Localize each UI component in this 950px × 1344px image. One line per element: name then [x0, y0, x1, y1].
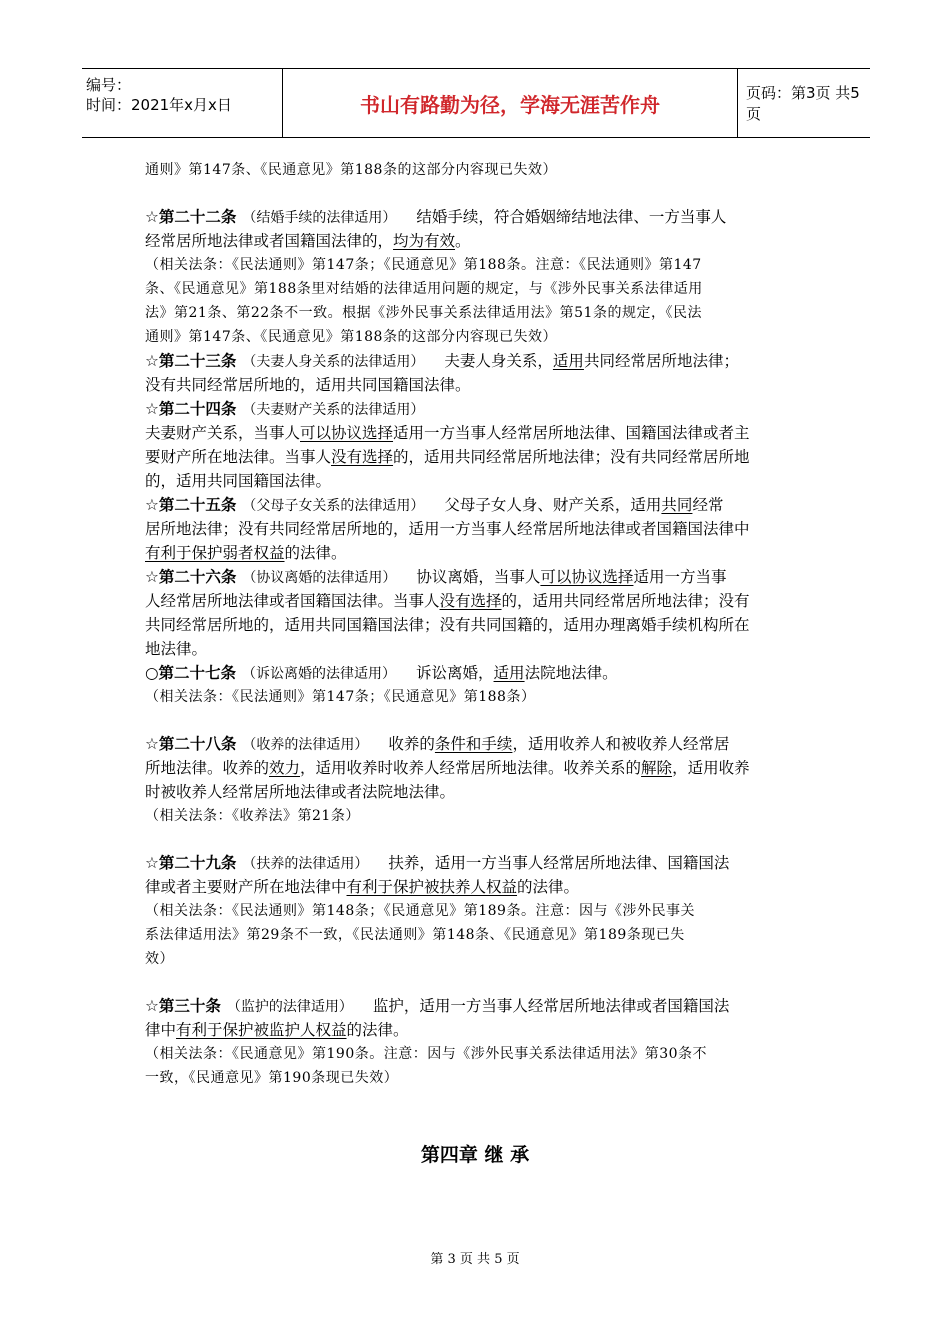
text-segment: 共同经常居所地法律； — [583, 352, 739, 370]
paragraph-spacer — [145, 971, 810, 994]
article-heading-line — [145, 565, 810, 589]
paragraph-spacer — [145, 828, 810, 851]
text-segment: 适用一方当事人经常居所地法律、国籍国法律或者主 — [393, 424, 750, 442]
text-segment: 夫妻人身关系， — [444, 352, 553, 370]
article-subject: （父母子女关系的法律适用） — [242, 498, 425, 514]
article-number: ☆第二十二条 — [145, 208, 237, 226]
article-heading-line — [145, 397, 810, 421]
header-page-number: 页码：第3页 共5页 — [746, 84, 860, 123]
article-heading-line — [145, 349, 810, 373]
text-segment: 协议离婚，当事人 — [416, 568, 541, 586]
text-segment: 法院地法律。 — [524, 664, 618, 682]
body-text-line — [145, 780, 810, 804]
article-heading-line — [145, 851, 810, 875]
text-segment: 所地法律。收养的 — [145, 759, 270, 777]
text-segment: 夫妻财产关系，当事人 — [145, 424, 301, 442]
body-text-line — [145, 613, 810, 637]
reference-note-line: 通则》第147条、《民通意见》第188条的这部分内容现已失效） — [145, 329, 557, 345]
article-number: ☆第三十条 — [145, 997, 221, 1015]
body-text-line — [145, 1018, 810, 1042]
reference-note-line: （相关法条：《民法通则》第147条；《民通意见》第188条） — [145, 689, 536, 705]
document-date: 时间：2021年x月x日 — [86, 96, 232, 114]
article-subject: （收养的法律适用） — [242, 737, 369, 753]
article-number: ☆第二十三条 — [145, 352, 237, 370]
emphasized-text: 适用 — [493, 664, 525, 682]
article-subject: （协议离婚的法律适用） — [242, 570, 397, 586]
body-text-line — [145, 373, 810, 397]
body-text-line — [145, 229, 810, 253]
article-number: ☆第二十九条 — [145, 854, 237, 872]
text-segment: 的，适用共同国籍国法律。 — [145, 472, 332, 490]
text-segment: 扶养，适用一方当事人经常居所地法律、国籍国法 — [388, 854, 730, 872]
body-text-line — [145, 469, 810, 493]
emphasized-text: 有利于保护被监护人权益 — [176, 1021, 347, 1039]
article-number: ☆第二十五条 — [145, 496, 237, 514]
text-segment: 经常 — [692, 496, 724, 514]
header-meta — [82, 69, 282, 137]
text-segment: 共同经常居所地的，适用共同国籍国法律；没有共同国籍的，适用办理离婚手续机构所在 — [145, 616, 750, 634]
text-segment: 的法律。 — [346, 1021, 409, 1039]
emphasized-text: 均为有效 — [393, 232, 456, 250]
reference-note-line: 通则》第147条、《民通意见》第188条的这部分内容现已失效） — [145, 162, 557, 178]
reference-note-line: （相关法条：《民通意见》第190条。注意：因与《涉外民事关系法律适用法》第30条不 — [145, 1046, 708, 1062]
text-segment: 的法律。 — [284, 544, 347, 562]
body-text-line — [145, 421, 810, 445]
text-segment: 地法律。 — [145, 640, 208, 658]
article-number: ☆第二十八条 — [145, 735, 237, 753]
reference-note-line: 条、《民通意见》第188条里对结婚的法律适用问题的规定，与《涉外民事关系法律适用 — [145, 281, 703, 297]
body-text-line — [145, 637, 810, 661]
text-segment: 没有共同经常居所地的，适用共同国籍国法律。 — [145, 376, 471, 394]
page-header — [82, 68, 870, 138]
emphasized-text: 可以协议选择 — [300, 424, 394, 442]
text-segment: 结婚手续，符合婚姻缔结地法律、一方当事人 — [416, 208, 727, 226]
text-segment: 律或者主要财产所在地法律中 — [145, 878, 347, 896]
article-number: ○第二十七条 — [145, 664, 237, 682]
text-segment: 父母子女人身、财产关系，适用 — [444, 496, 662, 514]
reference-note-line: 系法律适用法》第29条不一致，《民法通则》第148条、《民通意见》第189条现已失 — [145, 927, 685, 943]
article-subject: （诉讼离婚的法律适用） — [242, 666, 397, 682]
article-subject: （夫妻人身关系的法律适用） — [242, 354, 425, 370]
emphasized-text: 适用 — [552, 352, 584, 370]
text-segment: 收养的 — [388, 735, 435, 753]
text-segment: 诉讼离婚， — [416, 664, 494, 682]
paragraph-spacer — [145, 709, 810, 732]
reference-note-line: （相关法条：《民法通则》第148条；《民通意见》第189条。注意：因与《涉外民事关 — [145, 903, 695, 919]
body-text-line — [145, 517, 810, 541]
reference-note-line: （相关法条：《民法通则》第147条；《民通意见》第188条。注意：《民法通则》第147 — [145, 257, 702, 273]
text-segment: ，适用收养 — [672, 759, 750, 777]
reference-note-line: 效） — [145, 951, 174, 967]
emphasized-text: 没有选择 — [439, 592, 502, 610]
article-heading-line — [145, 205, 810, 229]
text-segment: 人经常居所地法律或者国籍国法律。当事人 — [145, 592, 440, 610]
emphasized-text: 有利于保护弱者权益 — [145, 544, 285, 562]
reference-note-line: 法》第21条、第22条不一致。根据《涉外民事关系法律适用法》第51条的规定，《民法 — [145, 305, 702, 321]
text-segment: ，适用收养时收养人经常居所地法律。收养关系的 — [300, 759, 642, 777]
article-heading-line — [145, 661, 810, 685]
emphasized-text: 条件和手续 — [434, 735, 513, 753]
reference-note-line: 一致，《民通意见》第190条现已失效） — [145, 1070, 399, 1086]
body-text-line — [145, 589, 810, 613]
article-subject: （扶养的法律适用） — [242, 856, 369, 872]
document-body — [145, 158, 810, 1090]
text-segment: 适用一方当事 — [633, 568, 727, 586]
text-segment: ，适用收养人和被收养人经常居 — [512, 735, 730, 753]
emphasized-text: 有利于保护被扶养人权益 — [346, 878, 518, 896]
emphasized-text: 共同 — [661, 496, 693, 514]
emphasized-text: 可以协议选择 — [540, 568, 634, 586]
page-footer: 第 3 页 共 5 页 — [430, 1252, 520, 1267]
text-segment: 的，适用共同经常居所地法律；没有 — [501, 592, 750, 610]
emphasized-text: 效力 — [269, 759, 301, 777]
article-number: ☆第二十六条 — [145, 568, 237, 586]
text-segment: 居所地法律；没有共同经常居所地的，适用一方当事人经常居所地法律或者国籍国法律中 — [145, 520, 750, 538]
emphasized-text: 解除 — [641, 759, 673, 777]
reference-note-line: （相关法条：《收养法》第21条） — [145, 808, 360, 824]
body-text-line — [145, 541, 810, 565]
article-heading-line — [145, 732, 810, 756]
paragraph-spacer — [145, 182, 810, 205]
article-number: ☆第二十四条 — [145, 400, 237, 418]
article-heading-line — [145, 994, 810, 1018]
text-segment: 时被收养人经常居所地法律或者法院地法律。 — [145, 783, 456, 801]
body-text-line — [145, 445, 810, 469]
article-heading-line — [145, 493, 810, 517]
article-subject: （夫妻财产关系的法律适用） — [242, 402, 425, 418]
text-segment: 经常居所地法律或者国籍国法律的， — [145, 232, 394, 250]
emphasized-text: 没有选择 — [331, 448, 394, 466]
text-segment: 律中 — [145, 1021, 177, 1039]
text-segment: 的法律。 — [517, 878, 580, 896]
article-subject: （结婚手续的法律适用） — [242, 210, 397, 226]
article-subject: （监护的法律适用） — [226, 999, 353, 1015]
text-segment: 的，适用共同经常居所地法律；没有共同经常居所地 — [393, 448, 750, 466]
body-text-line — [145, 756, 810, 780]
text-segment: 监护，适用一方当事人经常居所地法律或者国籍国法 — [372, 997, 730, 1015]
chapter-heading: 第四章 继 承 — [420, 1144, 530, 1166]
body-text-line — [145, 875, 810, 899]
text-segment: 。 — [455, 232, 471, 250]
header-motto: 书山有路勤为径，学海无涯苦作舟 — [282, 69, 738, 137]
document-number-label: 编号： — [86, 76, 132, 94]
text-segment: 要财产所在地法律。当事人 — [145, 448, 332, 466]
